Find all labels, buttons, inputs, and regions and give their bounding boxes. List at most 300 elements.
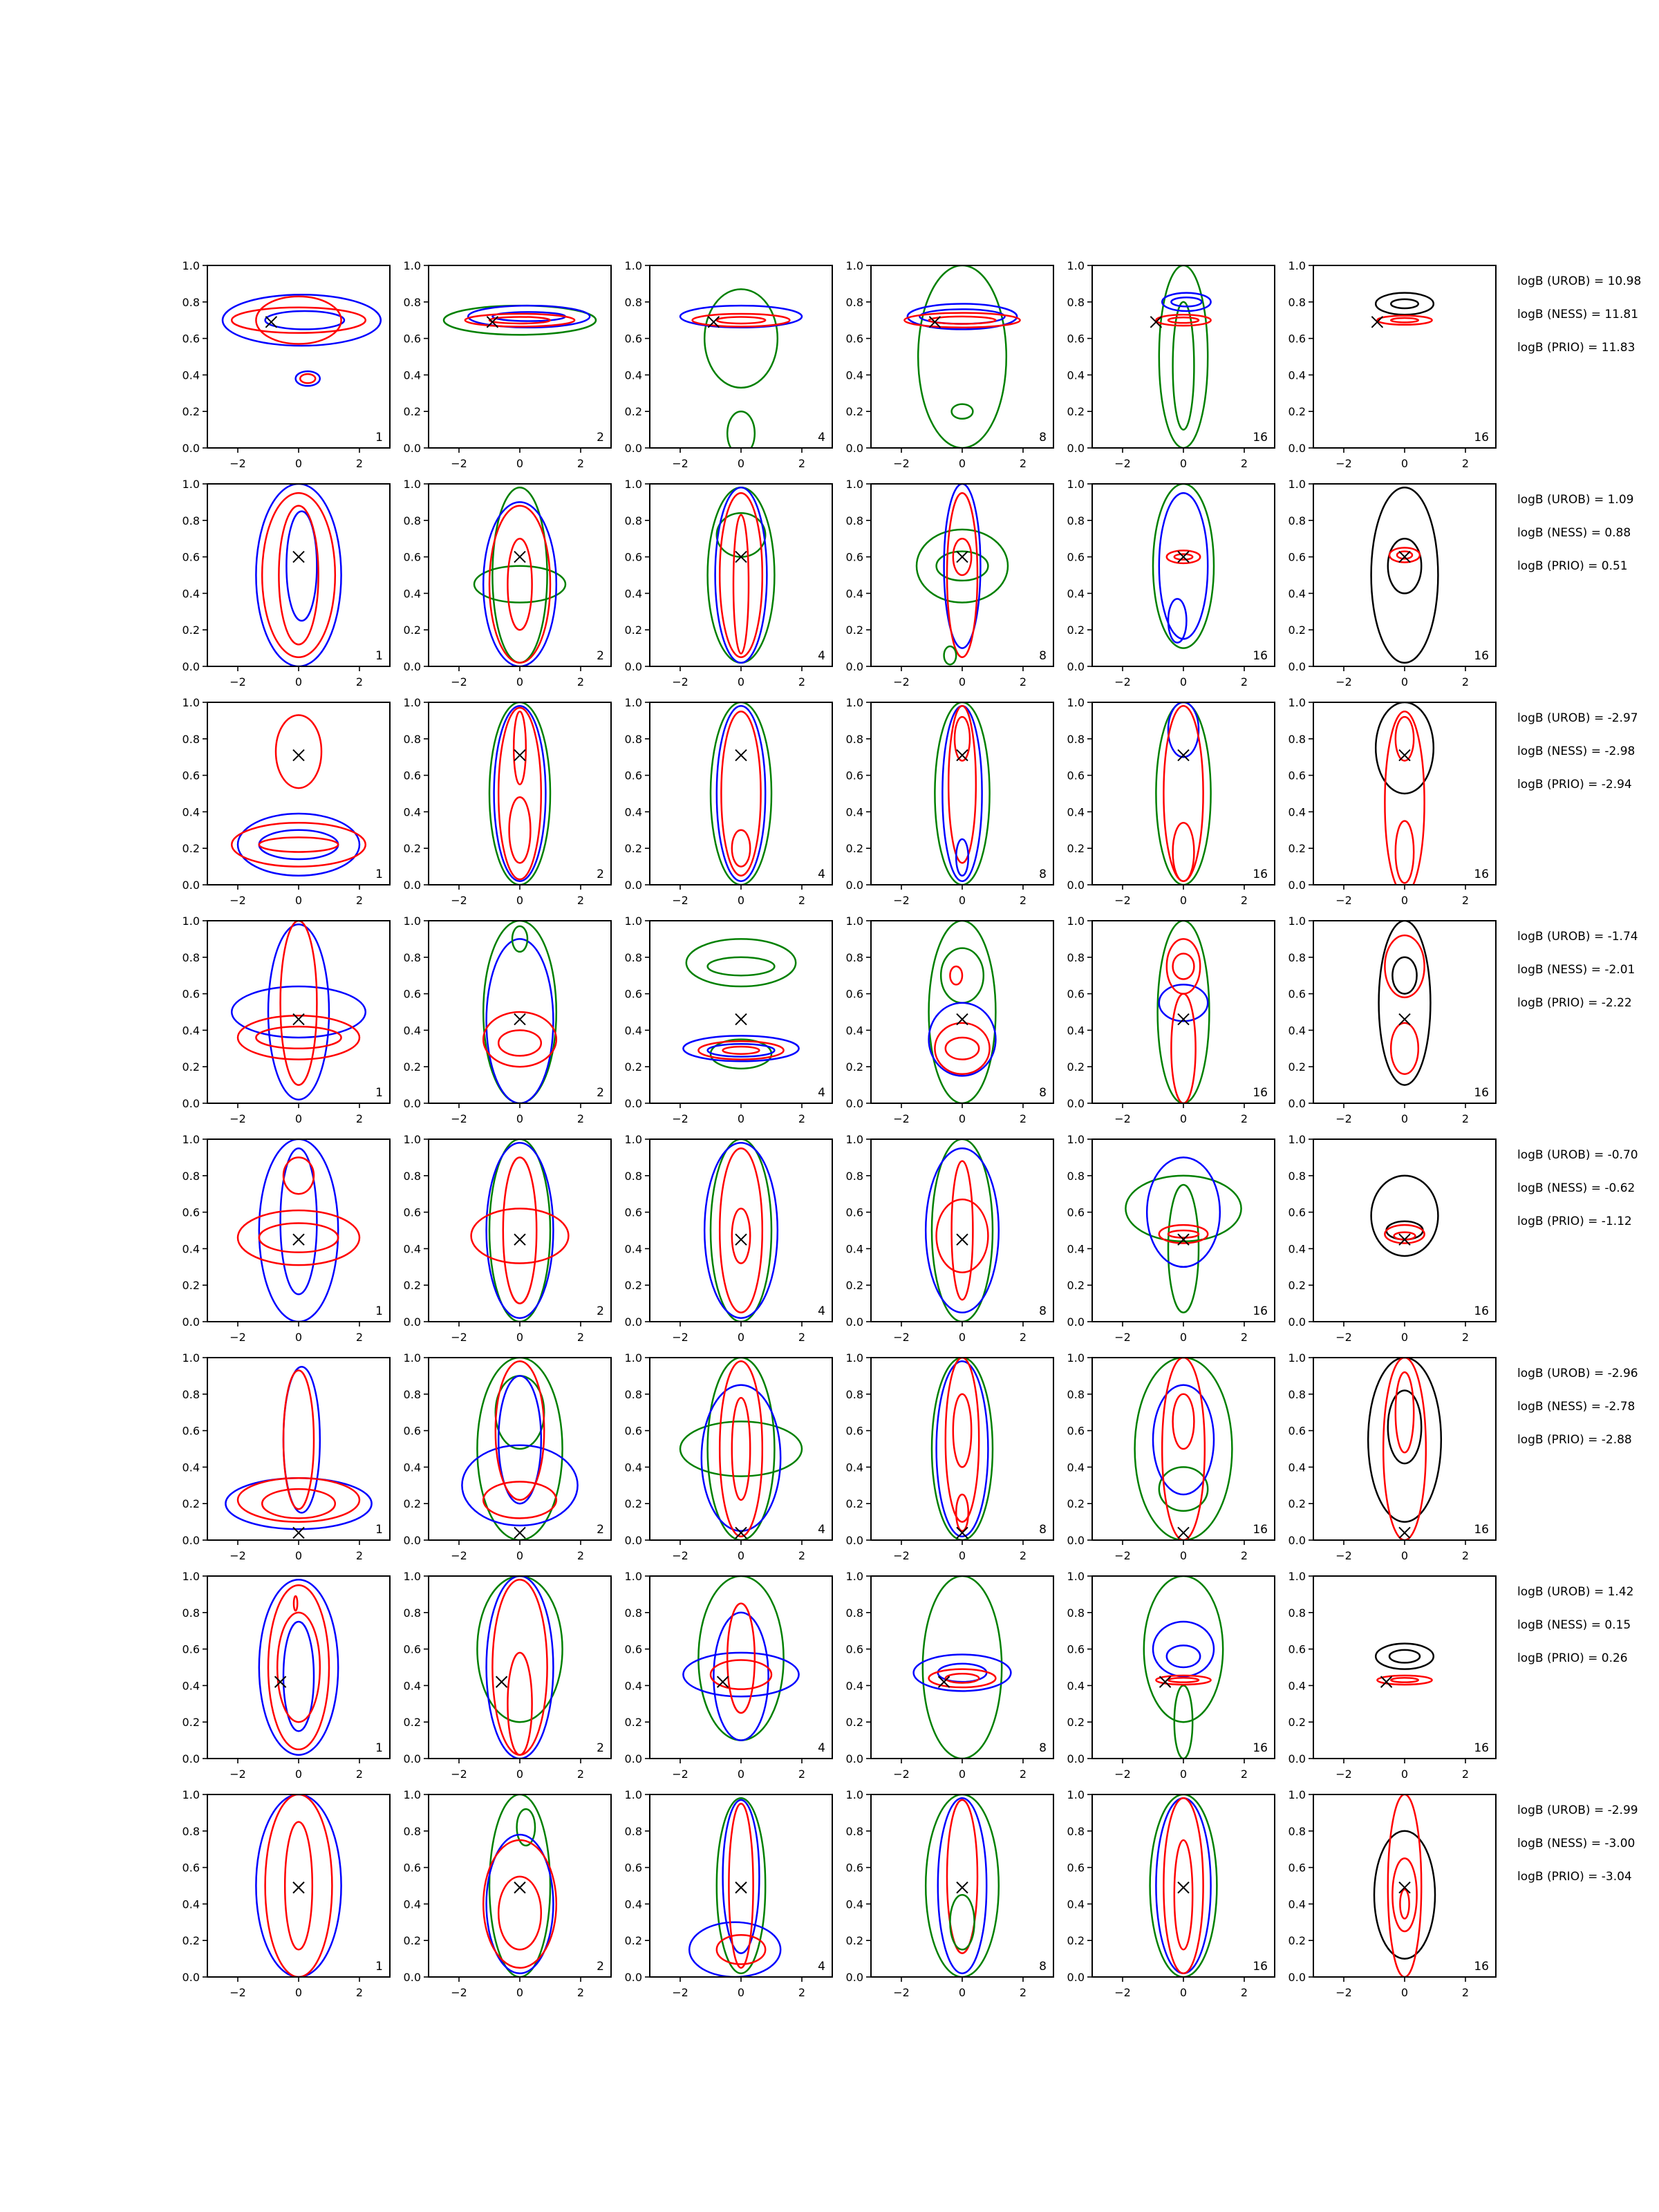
y-tick-label: 0.6 [624,550,642,564]
panel-label: 2 [597,1741,604,1755]
y-tick-label: 1.0 [403,1570,421,1583]
x-tick-label: 0 [958,457,966,470]
x-tick-label: −2 [229,1549,246,1562]
contour-group [1376,702,1434,894]
panel-label: 1 [375,649,383,663]
x-tick-label: 0 [516,1986,524,1999]
y-tick-label: 0.8 [845,1169,863,1183]
x-tick-label: 2 [1019,1549,1027,1562]
contour-group [689,1798,780,1977]
contour-green [489,1139,550,1322]
y-tick-label: 0.2 [845,1497,863,1511]
panel [846,915,1053,1125]
y-tick-label: 1.0 [1288,1351,1306,1365]
y-tick-label: 0.2 [845,1060,863,1074]
contour-group [489,702,550,885]
true-value-marker [1399,1527,1410,1538]
panel-label: 1 [375,431,383,444]
x-tick-label: −2 [1114,1549,1131,1562]
panel-label: 16 [1474,431,1489,444]
y-tick-label: 0.2 [845,1934,863,1948]
true-value-marker [1399,1882,1410,1893]
y-tick-label: 1.0 [845,915,863,928]
panel [404,1788,611,1999]
contour-red [1167,939,1200,993]
logb-annotation: logB (UROB) = 10.98 [1517,274,1642,288]
y-tick-label: 0.8 [845,514,863,527]
x-tick-label: 2 [1461,1112,1470,1125]
contour-red [1173,954,1194,980]
true-value-marker [293,1882,304,1893]
panel-label: 8 [1039,1523,1047,1537]
panel-label: 1 [375,1523,383,1537]
y-tick-label: 1.0 [182,1351,200,1365]
axes-frame [1313,1794,1496,1977]
y-tick-label: 0.2 [1288,1497,1306,1511]
x-tick-label: 2 [798,894,806,907]
contour-group [1144,1576,1223,1759]
y-tick-label: 0.8 [845,1606,863,1620]
x-tick-label: 2 [1019,675,1027,688]
x-tick-label: 2 [1240,1112,1248,1125]
y-tick-label: 0.6 [403,987,421,1001]
y-tick-label: 0.2 [624,842,642,856]
figure-row [182,1351,1638,1562]
y-tick-label: 1.0 [1288,1788,1306,1801]
contour-group [929,921,996,1103]
y-tick-label: 0.0 [845,1315,863,1329]
true-value-marker [514,552,525,563]
contour-group [904,265,1020,448]
y-tick-label: 0.4 [182,805,200,819]
contour-red [238,1210,359,1265]
contour-red [937,1199,988,1273]
contour-red [717,317,765,324]
y-tick-label: 0.8 [1067,1387,1085,1401]
y-tick-label: 0.0 [1067,1097,1085,1110]
contour-red [259,1223,338,1252]
x-tick-label: −2 [672,457,688,470]
y-tick-label: 0.0 [624,1971,642,1984]
x-tick-label: −2 [451,1986,467,1999]
y-tick-label: 0.0 [1288,442,1306,455]
logb-annotation: logB (UROB) = -0.70 [1517,1148,1638,1162]
contour-red [1400,1889,1409,1918]
y-tick-label: 0.4 [1067,587,1085,601]
x-tick-label: −2 [893,1986,910,1999]
y-tick-label: 0.4 [403,587,421,601]
contour-red [1391,318,1418,322]
y-tick-label: 0.4 [624,1242,642,1256]
y-tick-label: 0.4 [1067,368,1085,382]
contour-blue [914,1655,1011,1691]
contour-group [471,1139,569,1322]
y-tick-label: 0.8 [1067,950,1085,964]
y-tick-label: 0.2 [1067,405,1085,419]
contour-blue [487,1143,554,1318]
x-tick-label: −2 [1114,457,1131,470]
contour-group [232,715,366,875]
y-tick-label: 0.2 [182,842,200,856]
y-tick-label: 1.0 [1288,478,1306,491]
x-tick-label: 2 [355,1549,364,1562]
y-tick-label: 0.6 [624,1861,642,1875]
y-tick-label: 0.8 [182,732,200,746]
y-tick-label: 0.0 [1067,1534,1085,1547]
y-tick-label: 0.8 [182,1387,200,1401]
y-tick-label: 0.4 [1288,805,1306,819]
y-tick-label: 1.0 [845,1351,863,1365]
contour-red [285,1822,312,1950]
panel [1067,259,1275,470]
x-tick-label: −2 [451,1768,467,1781]
contour-blue [717,706,765,881]
y-tick-label: 0.6 [624,987,642,1001]
y-tick-label: 0.2 [403,842,421,856]
x-tick-label: 2 [1461,1331,1470,1344]
panel [1067,915,1275,1125]
y-tick-label: 0.2 [1067,1279,1085,1293]
panel-label: 16 [1474,649,1489,663]
y-tick-label: 0.6 [403,1424,421,1438]
y-tick-label: 0.4 [845,805,863,819]
x-tick-label: −2 [1335,457,1352,470]
true-value-marker [735,1014,747,1025]
axes-frame [871,702,1053,885]
x-tick-label: 2 [1461,1768,1470,1781]
y-tick-label: 0.2 [403,1934,421,1948]
true-value-marker [735,1882,747,1893]
contour-red [1389,547,1420,562]
y-tick-label: 0.2 [1288,1716,1306,1730]
contour-red [283,1157,314,1194]
x-tick-label: 0 [737,1986,745,1999]
axes-frame [650,484,832,666]
x-tick-label: −2 [672,1112,688,1125]
y-tick-label: 0.6 [1067,987,1085,1001]
true-value-marker [1150,317,1161,328]
contour-blue [268,924,329,1099]
y-tick-label: 0.0 [403,1971,421,1984]
y-tick-label: 1.0 [1067,696,1085,709]
y-tick-label: 1.0 [182,478,200,491]
y-tick-label: 0.8 [624,1387,642,1401]
logb-annotation: logB (UROB) = -2.97 [1517,711,1638,725]
figure-row [182,478,1634,688]
y-tick-label: 1.0 [1067,1133,1085,1146]
contour-group [238,1139,359,1322]
true-value-marker [496,1676,507,1687]
y-tick-label: 0.2 [845,842,863,856]
x-tick-label: 2 [577,1768,585,1781]
x-tick-label: 0 [516,894,524,907]
y-tick-label: 1.0 [624,915,642,928]
y-tick-label: 0.4 [845,368,863,382]
panel-label: 16 [1474,1304,1489,1318]
panel [1067,478,1275,688]
y-tick-label: 0.0 [624,1315,642,1329]
panel [1288,915,1496,1125]
axes-frame [207,702,390,885]
y-tick-label: 0.8 [845,950,863,964]
contour-group [223,294,381,386]
x-tick-label: −2 [229,457,246,470]
x-tick-label: −2 [893,675,910,688]
x-tick-label: 0 [294,675,303,688]
contour-group [225,1367,371,1529]
panel-label: 16 [1474,1960,1489,1974]
contour-black [1376,1644,1434,1669]
y-tick-label: 0.0 [182,1752,200,1765]
contour-red [1385,935,1424,997]
y-tick-label: 0.4 [182,587,200,601]
y-tick-label: 1.0 [1288,1570,1306,1583]
contour-red [720,493,762,657]
panel-label: 1 [375,1741,383,1755]
contour-red [950,966,962,984]
y-tick-label: 0.4 [845,1461,863,1474]
x-tick-label: 0 [516,1331,524,1344]
x-tick-label: 0 [516,1549,524,1562]
x-tick-label: 0 [958,1112,966,1125]
x-tick-label: 2 [355,1112,364,1125]
panel-label: 1 [375,1304,383,1318]
y-tick-label: 0.2 [624,1934,642,1948]
x-tick-label: 0 [516,457,524,470]
panel [404,696,611,907]
contour-green [717,1798,765,1973]
x-tick-label: 0 [1400,457,1409,470]
x-tick-label: 2 [798,1549,806,1562]
x-tick-label: 2 [1461,675,1470,688]
logb-annotation: logB (PRIO) = -2.22 [1517,996,1632,1010]
panel-label: 16 [1253,1741,1268,1755]
y-tick-label: 0.0 [845,1752,863,1765]
contour-blue [1147,1157,1220,1266]
logb-annotation: logB (NESS) = -2.78 [1517,1400,1635,1414]
y-tick-label: 1.0 [1067,478,1085,491]
x-tick-label: −2 [229,1112,246,1125]
y-tick-label: 0.0 [624,1534,642,1547]
panel [404,1570,611,1781]
y-tick-label: 0.2 [1067,1060,1085,1074]
true-value-marker [957,750,968,761]
contour-group [1135,1358,1232,1540]
y-tick-label: 0.8 [182,1169,200,1183]
contour-group [1156,265,1210,448]
y-tick-label: 0.6 [845,1424,863,1438]
contour-red [1385,711,1424,894]
panel-label: 2 [597,1304,604,1318]
y-tick-label: 1.0 [1067,1570,1085,1583]
y-tick-label: 1.0 [1288,696,1306,709]
x-tick-label: 2 [577,675,585,688]
panel [1288,259,1496,470]
x-tick-label: −2 [229,1331,246,1344]
y-tick-label: 1.0 [403,696,421,709]
contour-green [680,1421,802,1476]
panel [1067,1133,1275,1344]
y-tick-label: 0.2 [403,1060,421,1074]
true-value-marker [293,552,304,563]
y-tick-label: 0.4 [182,1461,200,1474]
y-tick-label: 0.8 [624,1606,642,1620]
contour-black [1374,1831,1435,1959]
y-tick-label: 0.2 [845,405,863,419]
contour-group [256,484,341,666]
panel-label: 8 [1039,1741,1047,1755]
panel-label: 16 [1253,1086,1268,1100]
contour-group [926,1794,999,1977]
y-tick-label: 0.2 [1288,842,1306,856]
x-tick-label: 0 [1179,1331,1188,1344]
panel-label: 16 [1253,1523,1268,1537]
x-tick-label: −2 [893,1549,910,1562]
x-tick-label: 2 [1461,457,1470,470]
contour-red [1391,1023,1418,1074]
true-value-marker [1178,750,1189,761]
x-tick-label: 2 [798,1112,806,1125]
y-tick-label: 0.8 [1067,295,1085,309]
panel [1067,1351,1275,1562]
y-tick-label: 0.0 [845,660,863,673]
y-tick-label: 0.0 [624,879,642,892]
y-tick-label: 0.2 [403,1716,421,1730]
y-tick-label: 0.2 [1288,405,1306,419]
x-tick-label: 2 [577,1112,585,1125]
true-value-marker [1178,552,1189,563]
y-tick-label: 0.6 [182,1642,200,1656]
panel [1288,696,1496,907]
y-tick-label: 0.0 [1067,879,1085,892]
x-tick-label: −2 [1114,1112,1131,1125]
panel-label: 1 [375,1960,383,1974]
x-tick-label: 0 [958,1986,966,1999]
true-value-marker [957,1234,968,1245]
contour-black [1391,299,1418,308]
x-tick-label: 0 [737,1112,745,1125]
y-tick-label: 0.6 [1067,769,1085,782]
y-tick-label: 0.2 [1288,1279,1306,1293]
contour-group [683,939,798,1068]
y-tick-label: 0.2 [182,1934,200,1948]
y-tick-label: 0.6 [182,550,200,564]
contour-group [708,487,775,662]
panel [625,1570,832,1781]
axes-frame [429,484,611,666]
y-tick-label: 0.4 [1288,1242,1306,1256]
contour-blue [259,1580,338,1754]
y-tick-label: 0.4 [403,1024,421,1038]
y-tick-label: 0.6 [1067,332,1085,346]
x-tick-label: 2 [798,457,806,470]
panel [625,259,832,470]
y-tick-label: 1.0 [1067,259,1085,272]
panel-label: 8 [1039,868,1047,881]
figure-row [182,1788,1638,1999]
contour-blue [487,939,554,1103]
x-tick-label: −2 [1335,1331,1352,1344]
y-tick-label: 0.6 [845,1642,863,1656]
x-tick-label: 0 [516,1112,524,1125]
contour-red [276,715,321,788]
contour-red [294,1596,297,1611]
y-tick-label: 0.4 [624,805,642,819]
x-tick-label: −2 [451,457,467,470]
contour-red [929,1669,996,1687]
true-value-marker [1178,1527,1189,1538]
contour-red [732,1398,750,1500]
y-tick-label: 0.0 [182,1971,200,1984]
contour-blue [259,830,338,859]
logb-annotation: logB (NESS) = 11.81 [1517,308,1639,321]
y-tick-label: 0.6 [1288,1206,1306,1219]
axes-frame [871,265,1053,448]
contour-group [1376,1644,1434,1685]
contour-group [1371,1176,1438,1256]
y-tick-label: 0.6 [1067,1861,1085,1875]
y-tick-label: 0.4 [403,368,421,382]
axes-frame [429,1576,611,1759]
axes-frame [650,1139,832,1322]
y-tick-label: 0.2 [845,624,863,637]
contour-green [496,1376,544,1449]
y-tick-label: 0.8 [182,1606,200,1620]
y-tick-label: 0.2 [403,1279,421,1293]
contour-blue [487,1576,554,1759]
y-tick-label: 0.8 [1067,1169,1085,1183]
y-tick-label: 0.2 [1067,1497,1085,1511]
x-tick-label: 0 [737,457,745,470]
x-tick-label: 2 [577,1331,585,1344]
contour-group [935,702,989,885]
true-value-marker [514,1234,525,1245]
panel-label: 8 [1039,649,1047,663]
true-value-marker [735,750,747,761]
contour-red [1396,717,1414,760]
y-tick-label: 0.4 [845,1897,863,1911]
y-tick-label: 0.4 [1288,1461,1306,1474]
contour-blue [1168,702,1199,757]
contour-green [944,646,957,664]
contour-group [232,921,366,1100]
x-tick-label: 0 [1179,1768,1188,1781]
y-tick-label: 0.6 [1067,550,1085,564]
contour-red [1163,1798,1203,1973]
y-tick-label: 1.0 [624,1788,642,1801]
contour-green [918,265,1006,448]
y-tick-label: 0.8 [1288,295,1306,309]
y-tick-label: 0.4 [1067,805,1085,819]
contour-red [732,830,750,867]
y-tick-label: 0.2 [1288,1934,1306,1948]
x-tick-label: 0 [1400,1549,1409,1562]
y-tick-label: 1.0 [182,1788,200,1801]
x-tick-label: 2 [1461,1986,1470,1999]
y-tick-label: 0.2 [624,624,642,637]
x-tick-label: 0 [1400,894,1409,907]
contour-group [1153,484,1214,648]
y-tick-label: 1.0 [845,478,863,491]
true-value-marker [514,1014,525,1025]
x-tick-label: −2 [893,1768,910,1781]
panel-label: 2 [597,1086,604,1100]
x-tick-label: 2 [577,457,585,470]
contour-blue [938,1798,986,1973]
logb-annotation: logB (PRIO) = -2.94 [1517,778,1632,791]
contour-black [1388,538,1421,593]
logb-annotation: logB (PRIO) = 11.83 [1517,341,1635,355]
